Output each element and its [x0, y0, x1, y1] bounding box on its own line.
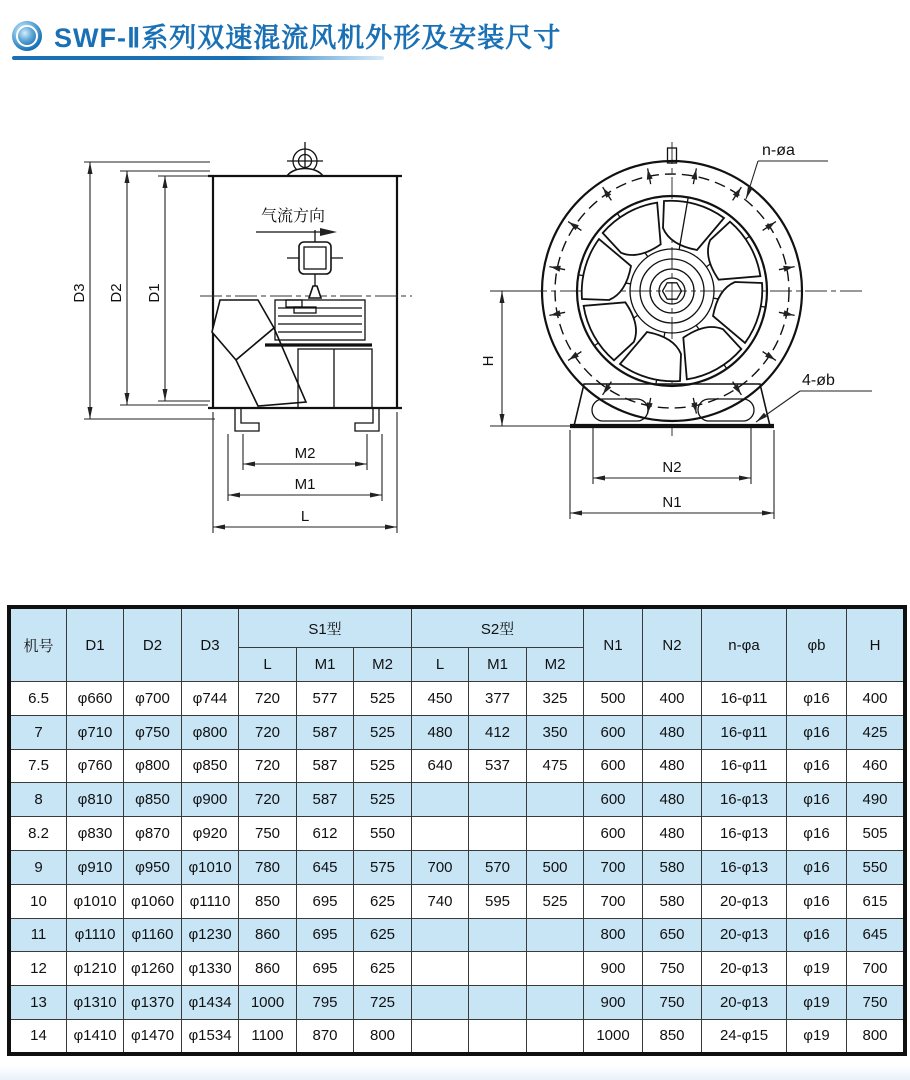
table-cell [527, 952, 584, 986]
table-cell: 14 [10, 1019, 67, 1053]
table-cell [412, 986, 469, 1020]
table-cell: φ1434 [182, 986, 239, 1020]
table-cell: 625 [354, 918, 412, 952]
table-cell: 800 [354, 1019, 412, 1053]
dim-d3: D3 [71, 283, 88, 303]
table-cell: 625 [354, 884, 412, 918]
table-cell: 20-φ13 [702, 986, 787, 1020]
table-cell: 20-φ13 [702, 884, 787, 918]
table-cell: 1000 [584, 1019, 643, 1053]
table-cell: φ700 [124, 682, 182, 716]
table-cell: φ1230 [182, 918, 239, 952]
bolt-tick-arrow [765, 222, 775, 230]
table-cell [412, 817, 469, 851]
table-cell: 720 [239, 715, 297, 749]
table-cell: 860 [239, 952, 297, 986]
table-cell: 16-φ13 [702, 783, 787, 817]
table-cell: 525 [354, 783, 412, 817]
table-cell: 325 [527, 682, 584, 716]
table-cell [469, 1019, 527, 1053]
table-cell: 695 [297, 884, 354, 918]
table-cell: 600 [584, 749, 643, 783]
table-cell: 580 [643, 850, 702, 884]
table-cell: φ850 [124, 783, 182, 817]
table-cell: 11 [10, 918, 67, 952]
airflow-label: 气流方向 [260, 208, 326, 225]
table-cell: 377 [469, 682, 527, 716]
dim-m2: M2 [294, 445, 316, 462]
table-cell: 700 [584, 884, 643, 918]
table-cell: 720 [239, 783, 297, 817]
table-cell: φ800 [124, 749, 182, 783]
table-cell [412, 1019, 469, 1053]
table-cell: 16-φ11 [702, 682, 787, 716]
table-cell [469, 783, 527, 817]
table-cell: φ1470 [124, 1019, 182, 1053]
table-cell: 650 [643, 918, 702, 952]
table-cell [469, 918, 527, 952]
col-header-s2-m1: M1 [469, 648, 527, 682]
table-cell: φ750 [124, 715, 182, 749]
table-row [10, 682, 905, 716]
table-cell: 350 [527, 715, 584, 749]
side-view-drawing [60, 128, 460, 558]
table-cell: φ19 [787, 1019, 847, 1053]
table-cell: 8.2 [10, 817, 67, 851]
table-cell: 425 [847, 715, 905, 749]
table-cell: φ1330 [182, 952, 239, 986]
col-header-s2-m2: M2 [527, 648, 584, 682]
table-header [10, 608, 905, 682]
table-cell: φ800 [182, 715, 239, 749]
table-cell: 720 [239, 749, 297, 783]
table-cell: 412 [469, 715, 527, 749]
table-cell: 16-φ13 [702, 817, 787, 851]
table-cell: 24-φ15 [702, 1019, 787, 1053]
table-cell: 490 [847, 783, 905, 817]
table-cell: φ1534 [182, 1019, 239, 1053]
table-cell [412, 918, 469, 952]
table-row [10, 850, 905, 884]
table-cell: φ1110 [182, 884, 239, 918]
table-cell: 1000 [239, 986, 297, 1020]
table-cell: 700 [584, 850, 643, 884]
table-cell: 900 [584, 986, 643, 1020]
table-cell: 850 [239, 884, 297, 918]
table-cell: φ1310 [67, 986, 124, 1020]
table-cell: 740 [412, 884, 469, 918]
table-cell: 800 [847, 1019, 905, 1053]
title-underline [12, 56, 384, 60]
table-cell: 700 [412, 850, 469, 884]
col-header-n2: N2 [643, 608, 702, 682]
table-cell: 587 [297, 715, 354, 749]
bolt-tick-arrow [647, 169, 653, 179]
table-cell: 537 [469, 749, 527, 783]
table-cell: 400 [847, 682, 905, 716]
table-cell: 460 [847, 749, 905, 783]
table-cell: 695 [297, 952, 354, 986]
table-cell: φ710 [67, 715, 124, 749]
table-cell: φ1060 [124, 884, 182, 918]
bolt-tick-arrow [569, 222, 579, 230]
table-cell: 475 [527, 749, 584, 783]
table-cell: 8 [10, 783, 67, 817]
table-cell: 550 [847, 850, 905, 884]
col-header-s1-m2: M2 [354, 648, 412, 682]
table-cell: φ950 [124, 850, 182, 884]
table-cell: φ1210 [67, 952, 124, 986]
table-cell: 480 [643, 715, 702, 749]
table-cell: 575 [354, 850, 412, 884]
table-cell: 750 [643, 986, 702, 1020]
col-header-d2: D2 [124, 608, 182, 682]
dim-d1: D1 [146, 283, 163, 303]
table-cell: 525 [527, 884, 584, 918]
table-cell: 750 [847, 986, 905, 1020]
col-header-d1: D1 [67, 608, 124, 682]
table-row [10, 1019, 905, 1053]
table-cell: 780 [239, 850, 297, 884]
page-title: SWF-Ⅱ系列双速混流风机外形及安装尺寸 [54, 23, 562, 53]
title-row [12, 16, 561, 55]
table-cell: φ830 [67, 817, 124, 851]
table-cell: 625 [354, 952, 412, 986]
table-cell: 645 [297, 850, 354, 884]
table-cell: 525 [354, 749, 412, 783]
table-cell: φ1260 [124, 952, 182, 986]
dim-m1: M1 [294, 476, 316, 493]
dim-n1: N1 [662, 494, 682, 511]
col-header-h: H [847, 608, 905, 682]
table-cell: 615 [847, 884, 905, 918]
table-cell: φ920 [182, 817, 239, 851]
table-cell: φ16 [787, 783, 847, 817]
table-cell: φ760 [67, 749, 124, 783]
table-cell [527, 783, 584, 817]
table-cell: 850 [643, 1019, 702, 1053]
table-cell: 480 [643, 783, 702, 817]
table-cell: 800 [584, 918, 643, 952]
table-cell: 577 [297, 682, 354, 716]
table-cell [469, 986, 527, 1020]
table-cell: 480 [643, 817, 702, 851]
table-cell: 10 [10, 884, 67, 918]
table-cell: 450 [412, 682, 469, 716]
table-cell: 720 [239, 682, 297, 716]
table-cell: 1100 [239, 1019, 297, 1053]
bolt-tick-arrow [783, 266, 793, 272]
table-cell: 860 [239, 918, 297, 952]
table-cell: 525 [354, 715, 412, 749]
col-header-phi-b: φb [787, 608, 847, 682]
table-cell: φ1010 [67, 884, 124, 918]
table-cell: φ810 [67, 783, 124, 817]
front-view-drawing [460, 128, 910, 558]
col-header-s1-l: L [239, 648, 297, 682]
table-cell: φ910 [67, 850, 124, 884]
table-cell: 500 [584, 682, 643, 716]
table-cell: 13 [10, 986, 67, 1020]
table-cell: φ1370 [124, 986, 182, 1020]
table-row [10, 715, 905, 749]
table-cell: 640 [412, 749, 469, 783]
table-cell: 795 [297, 986, 354, 1020]
table-cell [469, 817, 527, 851]
table-row [10, 986, 905, 1020]
table-cell: 587 [297, 783, 354, 817]
table-cell: 500 [527, 850, 584, 884]
table-cell: 16-φ11 [702, 715, 787, 749]
dim-h: H [480, 355, 497, 367]
table-cell [527, 817, 584, 851]
table-cell: 550 [354, 817, 412, 851]
col-header-n1: N1 [584, 608, 643, 682]
dimension-table [8, 606, 906, 1055]
table-row [10, 918, 905, 952]
table-cell: φ16 [787, 682, 847, 716]
table-cell: 16-φ13 [702, 850, 787, 884]
table-cell: 20-φ13 [702, 952, 787, 986]
table-cell: 7.5 [10, 749, 67, 783]
bolt-count-label: n-øa [762, 142, 795, 159]
table-cell: φ744 [182, 682, 239, 716]
table-cell: φ900 [182, 783, 239, 817]
table-cell: φ1110 [67, 918, 124, 952]
table-row [10, 817, 905, 851]
table-cell [527, 918, 584, 952]
table-cell: 600 [584, 715, 643, 749]
table-cell: 20-φ13 [702, 918, 787, 952]
table-cell: φ870 [124, 817, 182, 851]
table-cell: 12 [10, 952, 67, 986]
table-cell: 505 [847, 817, 905, 851]
table-cell: 595 [469, 884, 527, 918]
table-cell [412, 952, 469, 986]
dim-n2: N2 [662, 459, 682, 476]
col-group-s1: S1型 [239, 608, 412, 648]
table-cell: 900 [584, 952, 643, 986]
table-cell: φ850 [182, 749, 239, 783]
table-cell: 695 [297, 918, 354, 952]
table-cell [469, 952, 527, 986]
table-cell [527, 986, 584, 1020]
col-header-s2-l: L [412, 648, 469, 682]
table-cell: 525 [354, 682, 412, 716]
table-row [10, 884, 905, 918]
table-cell: φ660 [67, 682, 124, 716]
dim-d2: D2 [108, 283, 125, 303]
table-cell: 480 [412, 715, 469, 749]
table-cell: 600 [584, 783, 643, 817]
table-cell: 750 [643, 952, 702, 986]
table-cell: φ16 [787, 817, 847, 851]
table-cell: 870 [297, 1019, 354, 1053]
col-header-jihao: 机号 [10, 608, 67, 682]
table-cell: 480 [643, 749, 702, 783]
col-header-s1-m1: M1 [297, 648, 354, 682]
slot-count-label: 4-øb [802, 372, 835, 389]
table-cell: 700 [847, 952, 905, 986]
col-group-s2: S2型 [412, 608, 584, 648]
table-cell: φ16 [787, 884, 847, 918]
table-cell: 645 [847, 918, 905, 952]
table-cell: 600 [584, 817, 643, 851]
table-cell: φ1010 [182, 850, 239, 884]
table-cell: φ16 [787, 850, 847, 884]
bullseye-icon [12, 21, 42, 51]
bolt-tick-arrow [783, 310, 793, 316]
col-header-n-phi-a: n-φa [702, 608, 787, 682]
table-body [10, 682, 905, 1054]
table-row [10, 952, 905, 986]
table-cell [412, 783, 469, 817]
table-cell: 725 [354, 986, 412, 1020]
table-cell: 6.5 [10, 682, 67, 716]
bolt-tick-arrow [733, 188, 741, 198]
col-header-d3: D3 [182, 608, 239, 682]
table-cell: φ1160 [124, 918, 182, 952]
table-cell: 612 [297, 817, 354, 851]
table-cell: φ1410 [67, 1019, 124, 1053]
table-cell: φ16 [787, 749, 847, 783]
table-cell: 16-φ11 [702, 749, 787, 783]
table-cell: 587 [297, 749, 354, 783]
bolt-tick-arrow [550, 310, 560, 316]
table-row [10, 749, 905, 783]
table-cell [527, 1019, 584, 1053]
table-cell: φ16 [787, 715, 847, 749]
bolt-tick-arrow [691, 169, 697, 179]
bolt-tick-arrow [550, 266, 560, 272]
table-cell: 400 [643, 682, 702, 716]
table-cell: φ19 [787, 986, 847, 1020]
table-cell: φ16 [787, 918, 847, 952]
table-cell: 7 [10, 715, 67, 749]
table-cell: 580 [643, 884, 702, 918]
table-cell: 750 [239, 817, 297, 851]
dim-l: L [300, 508, 310, 525]
table-cell: 9 [10, 850, 67, 884]
table-cell: φ19 [787, 952, 847, 986]
table-row [10, 783, 905, 817]
table-cell: 570 [469, 850, 527, 884]
